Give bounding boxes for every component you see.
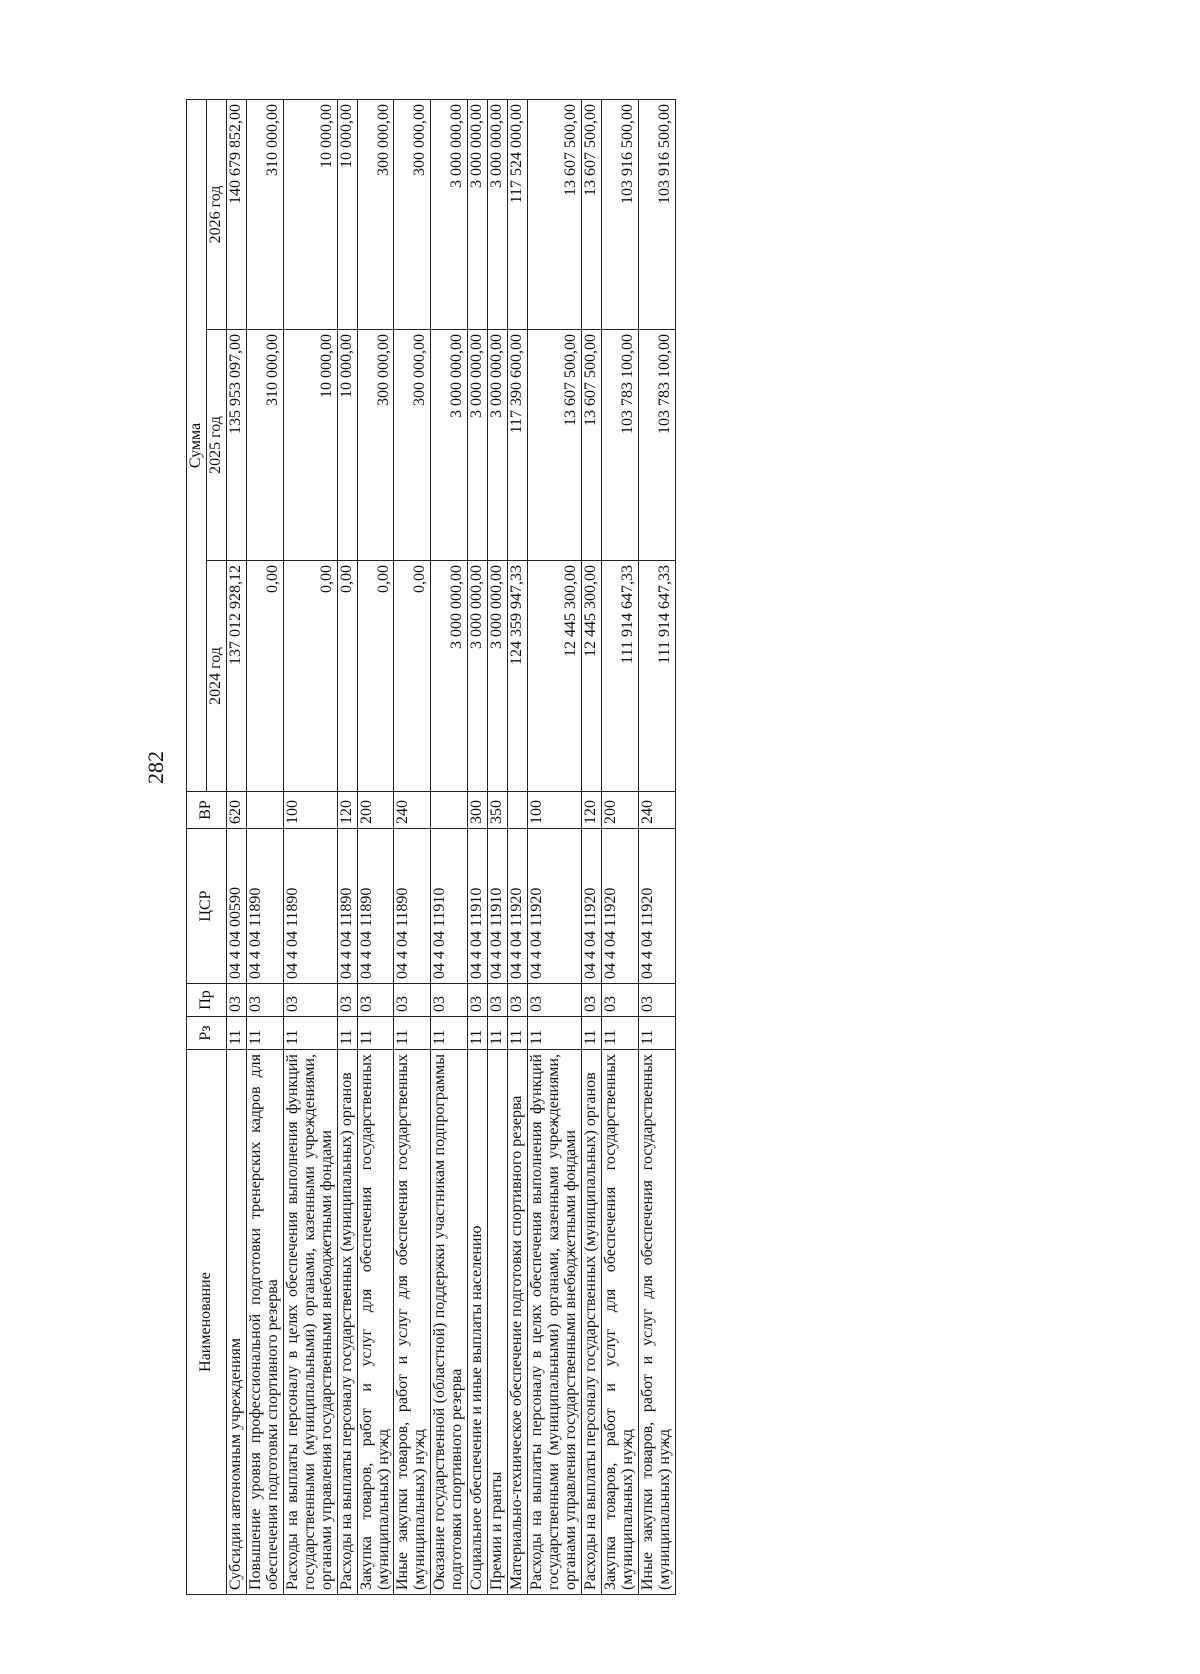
row-name: Материально-техническое обеспечение подготовки спортивного резерва <box>508 1050 528 1595</box>
row-amount-2024: 3 000 000,00 <box>468 561 488 792</box>
row-csr: 04 4 04 11920 <box>601 829 638 984</box>
row-pr: 03 <box>528 984 582 1017</box>
row-amount-2024: 3 000 000,00 <box>488 561 508 792</box>
row-vr: 350 <box>488 792 508 829</box>
row-csr: 04 4 04 11890 <box>283 829 337 984</box>
row-csr: 04 4 04 00590 <box>226 829 246 984</box>
row-name: Закупка товаров, работ и услуг для обеспечения государственных (муниципальных) нужд <box>601 1050 638 1595</box>
table-row <box>357 99 394 1594</box>
row-vr: 120 <box>582 792 602 829</box>
header-sum: Сумма <box>187 99 207 791</box>
row-rz: 11 <box>226 1017 246 1050</box>
row-pr: 03 <box>601 984 638 1017</box>
row-pr: 03 <box>337 984 357 1017</box>
row-amount-2026: 10 000,00 <box>283 99 337 329</box>
row-pr: 03 <box>582 984 602 1017</box>
row-amount-2024: 0,00 <box>283 561 337 792</box>
row-csr: 04 4 04 11910 <box>488 829 508 984</box>
row-rz: 11 <box>638 1017 675 1050</box>
row-amount-2025: 13 607 500,00 <box>528 330 582 561</box>
row-amount-2025: 3 000 000,00 <box>431 330 468 561</box>
row-name: Расходы на выплаты персоналу в целях обеспечения выполнения функций государственными (муниципальными) органами, казенными учреждениями, органами управления государственными внебюджетными фондами <box>283 1050 337 1595</box>
row-amount-2026: 300 000,00 <box>357 99 394 329</box>
row-name: Иные закупки товаров, работ и услуг для обеспечения государственных (муниципальных) нужд <box>638 1050 675 1595</box>
row-rz: 11 <box>601 1017 638 1050</box>
row-pr: 03 <box>508 984 528 1017</box>
row-vr: 300 <box>468 792 488 829</box>
row-amount-2025: 10 000,00 <box>283 330 337 561</box>
header-2025: 2025 год <box>206 330 226 561</box>
row-amount-2026: 103 916 500,00 <box>638 99 675 329</box>
row-amount-2024: 12 445 300,00 <box>582 561 602 792</box>
row-amount-2026: 310 000,00 <box>246 99 283 329</box>
row-csr: 04 4 04 11890 <box>357 829 394 984</box>
row-pr: 03 <box>638 984 675 1017</box>
row-csr: 04 4 04 11920 <box>638 829 675 984</box>
row-vr: 240 <box>394 792 431 829</box>
row-vr: 200 <box>357 792 394 829</box>
row-amount-2025: 3 000 000,00 <box>468 330 488 561</box>
row-amount-2025: 310 000,00 <box>246 330 283 561</box>
row-rz: 11 <box>488 1017 508 1050</box>
row-vr: 100 <box>283 792 337 829</box>
row-amount-2025: 103 783 100,00 <box>601 330 638 561</box>
row-vr: 100 <box>528 792 582 829</box>
row-amount-2024: 12 445 300,00 <box>528 561 582 792</box>
row-rz: 11 <box>508 1017 528 1050</box>
row-pr: 03 <box>357 984 394 1017</box>
row-name: Социальное обеспечение и иные выплаты населению <box>468 1050 488 1595</box>
row-amount-2025: 10 000,00 <box>337 330 357 561</box>
row-pr: 03 <box>283 984 337 1017</box>
table-row <box>468 99 488 1594</box>
row-amount-2024: 0,00 <box>246 561 283 792</box>
row-amount-2024: 3 000 000,00 <box>431 561 468 792</box>
row-pr: 03 <box>468 984 488 1017</box>
row-pr: 03 <box>394 984 431 1017</box>
row-vr <box>431 792 468 829</box>
row-vr <box>508 792 528 829</box>
header-csr: ЦСР <box>187 829 227 984</box>
table-row <box>601 99 638 1594</box>
table-row <box>283 99 337 1594</box>
header-vr: ВР <box>187 792 227 829</box>
row-rz: 11 <box>357 1017 394 1050</box>
row-name: Расходы на выплаты персоналу государственных (муниципальных) органов <box>582 1050 602 1595</box>
row-amount-2026: 3 000 000,00 <box>488 99 508 329</box>
row-csr: 04 4 04 11910 <box>468 829 488 984</box>
row-amount-2025: 13 607 500,00 <box>582 330 602 561</box>
row-amount-2026: 300 000,00 <box>394 99 431 329</box>
header-row-1 <box>187 99 207 1594</box>
row-rz: 11 <box>431 1017 468 1050</box>
table-row <box>582 99 602 1594</box>
row-pr: 03 <box>246 984 283 1017</box>
row-rz: 11 <box>582 1017 602 1050</box>
row-amount-2026: 10 000,00 <box>337 99 357 329</box>
row-rz: 11 <box>283 1017 337 1050</box>
table-row <box>246 99 283 1594</box>
row-csr: 04 4 04 11920 <box>508 829 528 984</box>
row-name: Расходы на выплаты персоналу в целях обеспечения выполнения функций государственными (муниципальными) органами, казенными учреждениями, органами управления государственными внебюджетными фондами <box>528 1050 582 1595</box>
table-row <box>431 99 468 1594</box>
row-amount-2026: 3 000 000,00 <box>468 99 488 329</box>
row-amount-2025: 135 953 097,00 <box>226 330 246 561</box>
row-amount-2026: 103 916 500,00 <box>601 99 638 329</box>
row-csr: 04 4 04 11920 <box>582 829 602 984</box>
row-amount-2024: 111 914 647,33 <box>601 561 638 792</box>
row-vr: 200 <box>601 792 638 829</box>
row-amount-2026: 117 524 000,00 <box>508 99 528 329</box>
row-name: Закупка товаров, работ и услуг для обеспечения государственных (муниципальных) нужд <box>357 1050 394 1595</box>
header-name: Наименование <box>187 1050 227 1595</box>
row-csr: 04 4 04 11910 <box>431 829 468 984</box>
header-pr: Пр <box>187 984 227 1017</box>
row-vr <box>246 792 283 829</box>
row-csr: 04 4 04 11920 <box>528 829 582 984</box>
row-amount-2024: 111 914 647,33 <box>638 561 675 792</box>
row-amount-2026: 13 607 500,00 <box>528 99 582 329</box>
page-number: 282 <box>143 751 168 784</box>
row-name: Субсидии автономным учреждениям <box>226 1050 246 1595</box>
row-name: Иные закупки товаров, работ и услуг для обеспечения государственных (муниципальных) нужд <box>394 1050 431 1595</box>
row-name: Расходы на выплаты персоналу государственных (муниципальных) органов <box>337 1050 357 1595</box>
header-2024: 2024 год <box>206 561 226 792</box>
row-amount-2025: 103 783 100,00 <box>638 330 675 561</box>
row-amount-2024: 0,00 <box>394 561 431 792</box>
row-amount-2025: 300 000,00 <box>394 330 431 561</box>
row-pr: 03 <box>226 984 246 1017</box>
table-row <box>508 99 528 1594</box>
row-vr: 240 <box>638 792 675 829</box>
row-csr: 04 4 04 11890 <box>394 829 431 984</box>
row-vr: 620 <box>226 792 246 829</box>
row-amount-2026: 3 000 000,00 <box>431 99 468 329</box>
table-row <box>638 99 675 1594</box>
row-amount-2026: 13 607 500,00 <box>582 99 602 329</box>
table-row <box>528 99 582 1594</box>
header-rz: Рз <box>187 1017 227 1050</box>
row-rz: 11 <box>528 1017 582 1050</box>
row-vr: 120 <box>337 792 357 829</box>
row-amount-2024: 0,00 <box>337 561 357 792</box>
budget-table <box>186 99 676 1595</box>
row-amount-2024: 137 012 928,12 <box>226 561 246 792</box>
row-rz: 11 <box>337 1017 357 1050</box>
table-row <box>488 99 508 1594</box>
row-amount-2025: 3 000 000,00 <box>488 330 508 561</box>
row-csr: 04 4 04 11890 <box>246 829 283 984</box>
row-pr: 03 <box>488 984 508 1017</box>
row-rz: 11 <box>468 1017 488 1050</box>
row-rz: 11 <box>246 1017 283 1050</box>
table-row <box>394 99 431 1594</box>
header-2026: 2026 год <box>206 99 226 329</box>
table-row <box>337 99 357 1594</box>
table-body <box>226 99 675 1594</box>
rotated-table-container <box>186 100 1066 1595</box>
row-name: Оказание государственной (областной) поддержки участникам подпрограммы подготовки спортивного резерва <box>431 1050 468 1595</box>
row-amount-2024: 0,00 <box>357 561 394 792</box>
table-row <box>226 99 246 1594</box>
row-csr: 04 4 04 11890 <box>337 829 357 984</box>
row-amount-2024: 124 359 947,33 <box>508 561 528 792</box>
row-amount-2025: 117 390 600,00 <box>508 330 528 561</box>
row-rz: 11 <box>394 1017 431 1050</box>
row-amount-2026: 140 679 852,00 <box>226 99 246 329</box>
row-pr: 03 <box>431 984 468 1017</box>
row-name: Премии и гранты <box>488 1050 508 1595</box>
row-name: Повышение уровня профессиональной подготовки тренерских кадров для обеспечения подготовки спортивного резерва <box>246 1050 283 1595</box>
row-amount-2025: 300 000,00 <box>357 330 394 561</box>
